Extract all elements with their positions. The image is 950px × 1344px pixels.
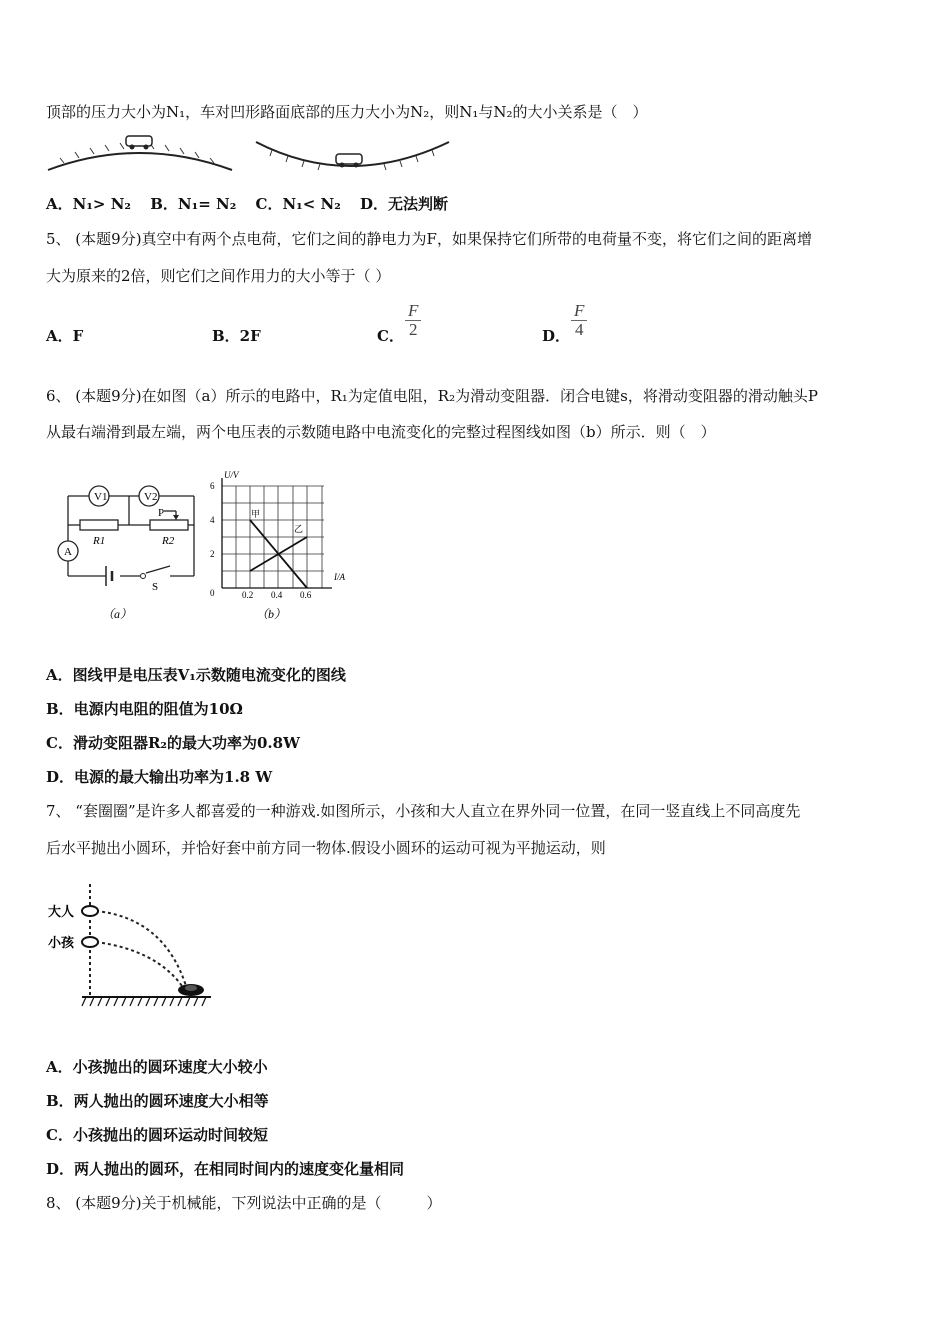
graph-label-yi: 乙: [294, 524, 304, 534]
q7-stem-line1: 7、 “套圈圈”是许多人都喜爱的一种游戏.如图所示，小孩和大人直立在界外同一位置，在同一竖直线上不同高度先: [46, 802, 801, 820]
concave-road: [256, 142, 449, 170]
circuit-caption: （a）: [102, 607, 133, 621]
graph-ytick-4: 4: [210, 515, 215, 525]
q5-option-c-numerator: F: [405, 302, 421, 321]
r2-label: R2: [162, 535, 175, 547]
graph-ytick-6: 6: [210, 481, 215, 491]
q6-option-d[interactable]: D．电源的最大输出功率为1.8 W: [46, 768, 273, 786]
q7-option-b[interactable]: B．两人抛出的圆环速度大小相等: [46, 1092, 269, 1110]
label-child: 小孩: [48, 936, 75, 951]
q7-option-d[interactable]: D．两人抛出的圆环，在相同时间内的速度变化量相同: [46, 1160, 405, 1178]
convex-road: [48, 136, 232, 170]
r1-label: R1: [93, 535, 106, 547]
graph-xtick-06: 0.6: [300, 590, 312, 600]
graph-caption: （b）: [256, 607, 287, 621]
graph-ytick-0: 0: [210, 588, 215, 598]
q6-option-b[interactable]: B．电源内电阻的阻值为10Ω: [46, 700, 243, 718]
graph-xtick-04: 0.4: [271, 590, 283, 600]
v1-label: V1: [94, 491, 108, 503]
q6-stem-line2: 从最右端滑到最左端，两个电压表的示数随电路中电流变化的完整过程图线如图（b）所示．则（ ）: [46, 423, 716, 441]
q5-option-c-fraction: [405, 302, 421, 339]
q5-option-d-fraction: [571, 302, 587, 339]
graph-label-jia: 甲: [251, 509, 261, 519]
graph-ylabel: U/V: [224, 470, 239, 480]
graph-xlabel: I/A: [334, 572, 345, 582]
slider-label: P: [158, 507, 165, 519]
q4-road-figure: [44, 130, 454, 178]
q5-option-d-denominator: 4: [574, 320, 584, 339]
q5-option-b[interactable]: B．2F: [212, 327, 261, 345]
ammeter-label: A: [64, 546, 72, 558]
q5-stem-line1: 5、 (本题9分)真空中有两个点电荷，它们之间的静电力为F，如果保持它们所带的电荷量不变，将它们之间的距离增: [46, 230, 812, 248]
q6-option-a[interactable]: A．图线甲是电压表V₁示数随电流变化的图线: [46, 666, 346, 684]
q7-option-c[interactable]: C．小孩抛出的圆环运动时间较短: [46, 1126, 268, 1144]
q4-option-a[interactable]: A．N₁> N₂: [46, 195, 131, 213]
q5-option-d-label[interactable]: D．: [542, 327, 571, 345]
q5-option-a[interactable]: A．F: [46, 327, 84, 345]
q5-option-c-denominator: 2: [408, 320, 418, 339]
q5-option-c-label[interactable]: C．: [377, 327, 404, 345]
q4-option-d[interactable]: D．无法判断: [360, 195, 449, 213]
q7-option-a[interactable]: A．小孩抛出的圆环速度大小较小: [46, 1058, 268, 1076]
q5-stem-line2: 大为原来的2倍，则它们之间作用力的大小等于（ ）: [46, 267, 391, 285]
q8-stem: 8、 (本题9分)关于机械能，下列说法中正确的是（ ）: [46, 1194, 442, 1212]
q4-option-c[interactable]: C．N₁< N₂: [255, 195, 341, 213]
q6-option-c[interactable]: C．滑动变阻器R₂的最大功率为0.8W: [46, 734, 300, 752]
switch-label: S: [152, 581, 159, 593]
q6-stem-line1: 6、 (本题9分)在如图（a）所示的电路中，R₁为定值电阻，R₂为滑动变阻器．闭合电键s，将滑动变阻器的滑动触头P: [46, 387, 818, 405]
q6-graph-figure: [206, 466, 356, 626]
q7-ring-toss-figure: [46, 878, 216, 1013]
q7-stem-line2: 后水平抛出小圆环，并恰好套中前方同一物体.假设小圆环的运动可视为平抛运动，则: [46, 839, 606, 857]
v2-label: V2: [144, 491, 158, 503]
q5-option-d-numerator: F: [571, 302, 587, 321]
target-object-icon: [178, 984, 204, 996]
label-adult: 大人: [48, 905, 75, 920]
q4-option-b[interactable]: B．N₁= N₂: [150, 195, 237, 213]
graph-ytick-2: 2: [210, 549, 215, 559]
q4-stem: 顶部的压力大小为N₁，车对凹形路面底部的压力大小为N₂，则N₁与N₂的大小关系是（ ）: [46, 103, 648, 121]
q6-circuit-figure: [54, 478, 204, 628]
q4-options: [46, 194, 462, 214]
graph-xtick-02: 0.2: [242, 590, 254, 600]
